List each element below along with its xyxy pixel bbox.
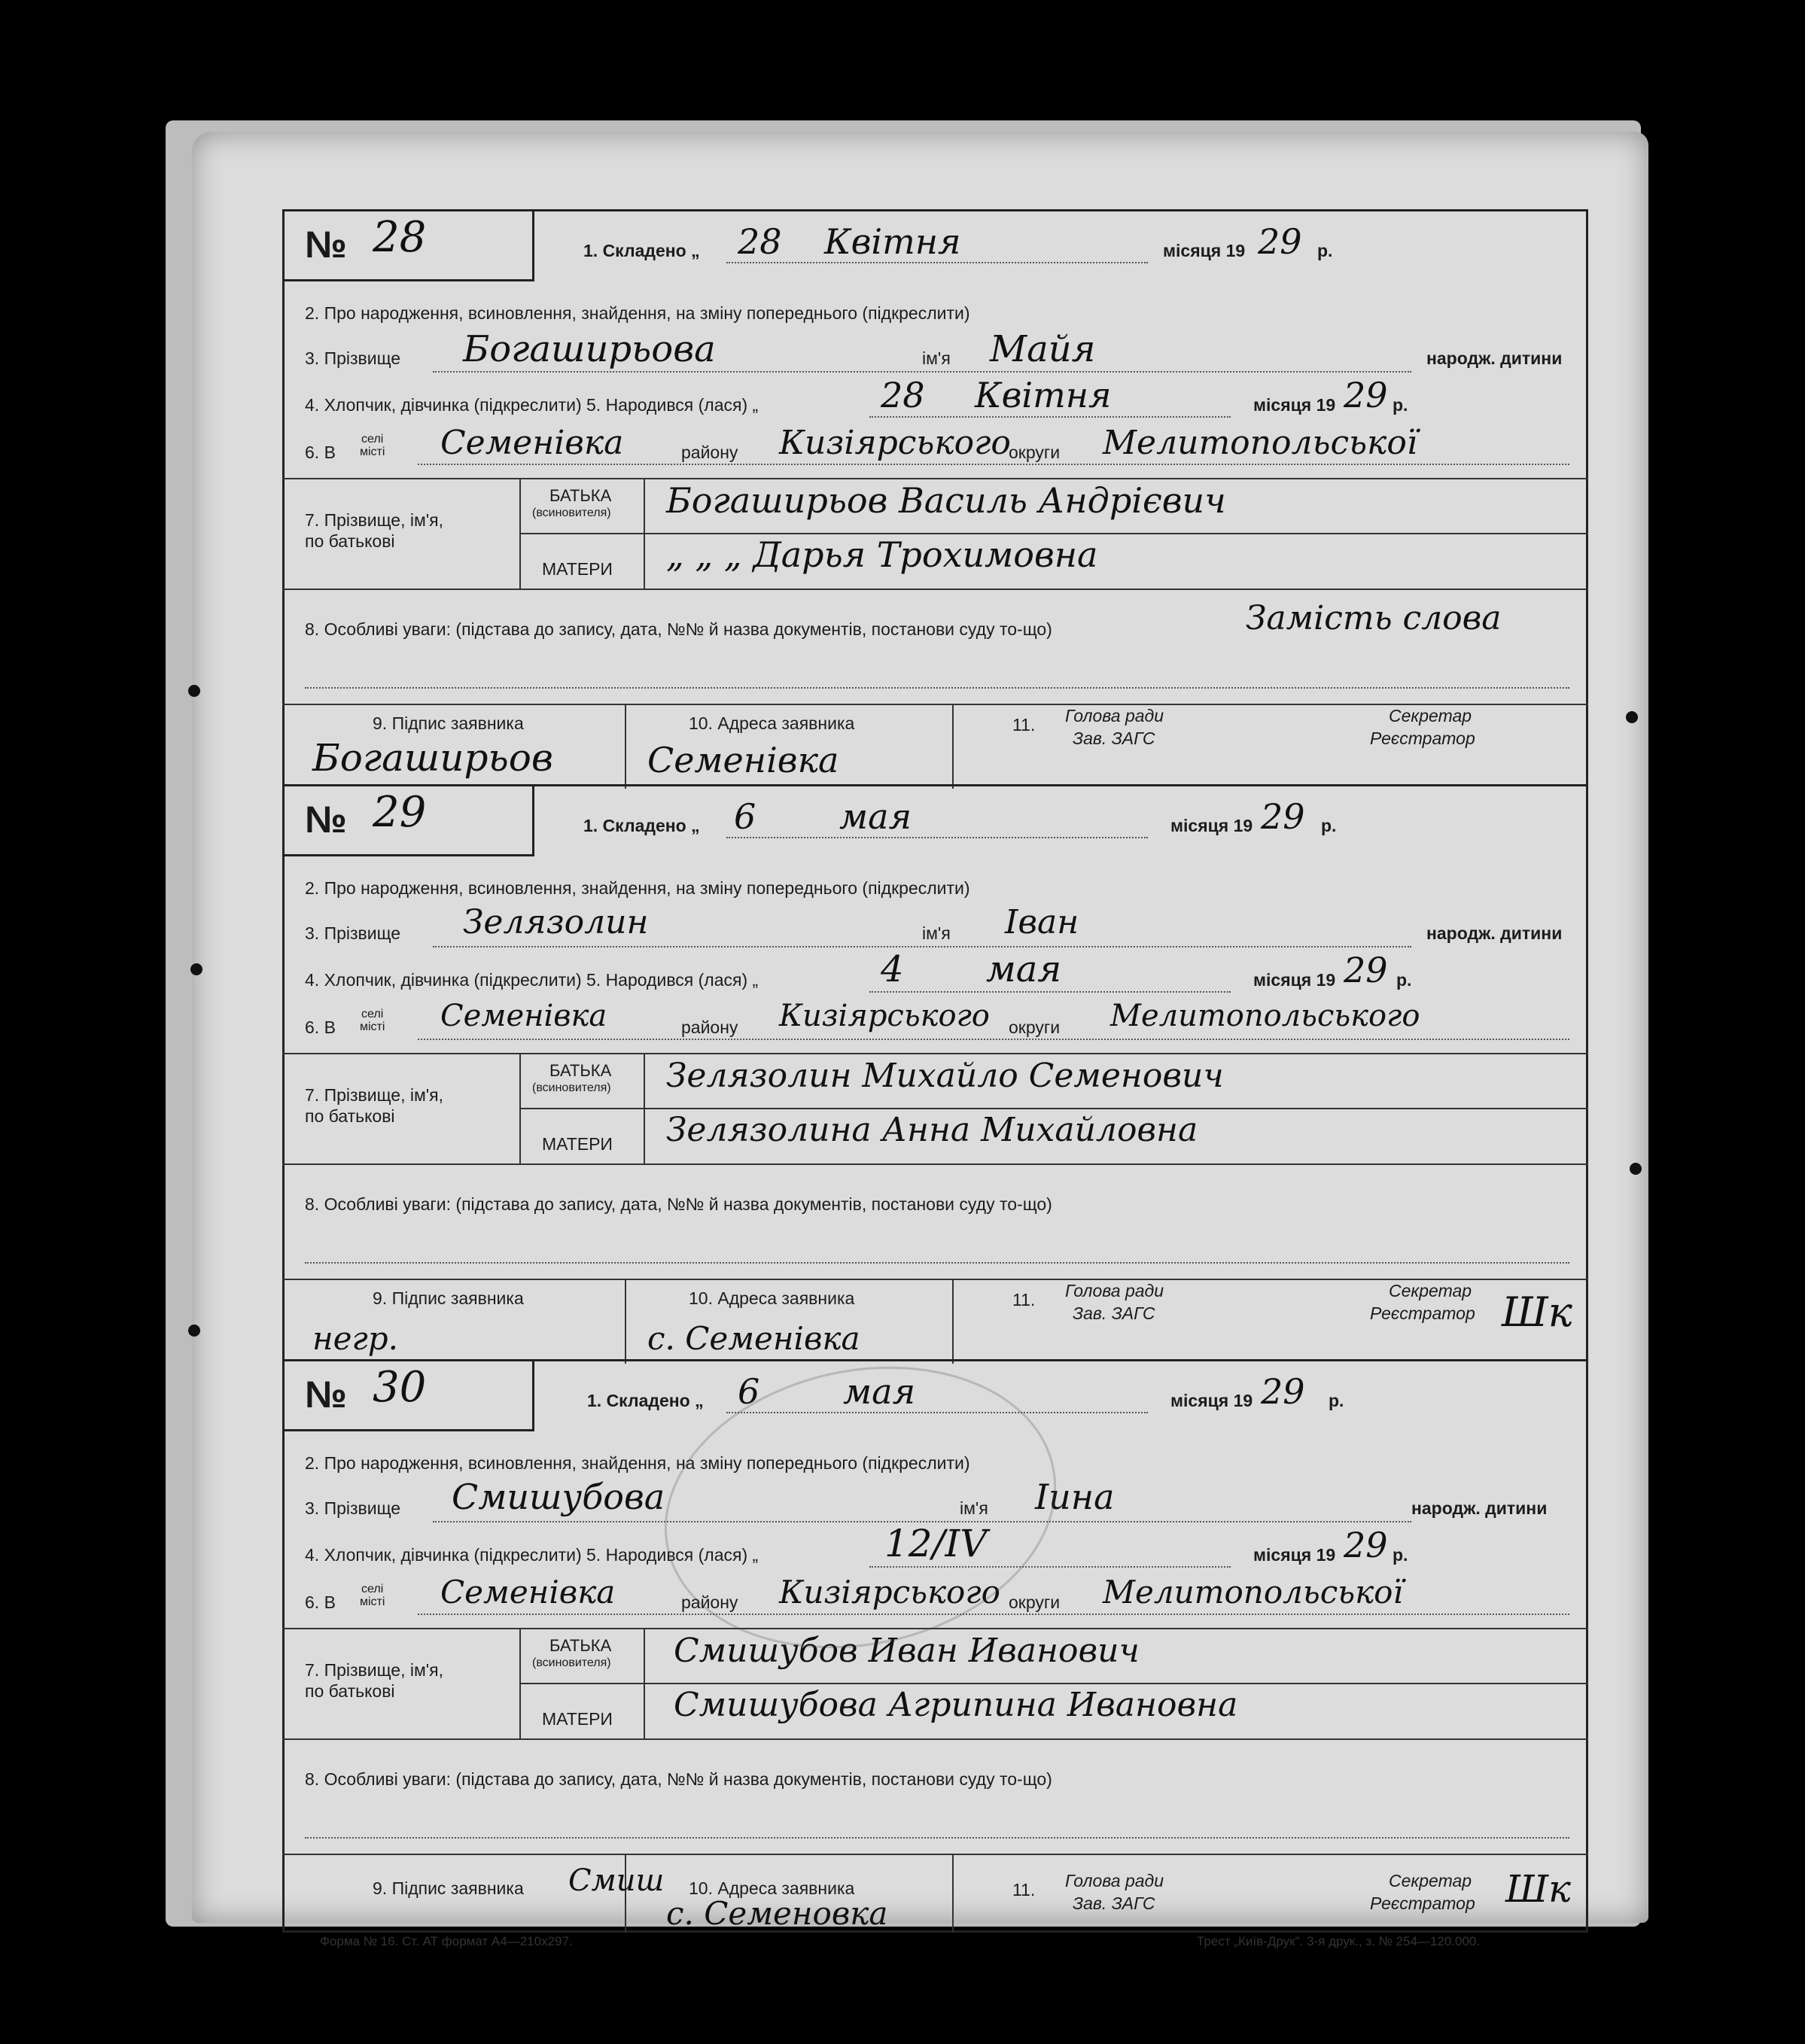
father-name: Богаширьов Василь Андрієвич xyxy=(666,480,1226,521)
register-entry: № 29 1. Складено „ 6 мая місяця 19 29 р. 2. Про народження, всиновлення, знайдення, на зміну попереднього (підкреслити) 3. Прізвище Зелязолин ім'я Іван народж. дитини 4. Хлопчик, дівчинка (підкреслити) 5. Народився (лася) „ 4 мая місяця 19 29 р. 6. В селі місті Семенівка району Кизіярського округи Мелитопольського 7. Прізвище, ім'я, по батькові БАТЬКА (всиновителя) МАТЕРИ Зелязолин Михайло Семенович Зелязолина Анна Михайловна 8. Особливі уваги: (підстава до запису, дата, №№ й назва документів, постанови суду то-що) 9. Підпис заявника 10. Адреса заявника 11. Голова ради Зав. ЗАГС Секретар Реєстратор негр. с. Семенівка Шк xyxy=(282,784,1588,1359)
form-footer-right: Трест „Київ-Друк". 3-я друк., з. № 254—120.000. xyxy=(1197,1934,1481,1948)
born-year: 29 xyxy=(1344,375,1388,415)
form-footer-left: Форма № 16. Ст. АТ формат А4—210х297. xyxy=(320,1934,573,1948)
mother-name: Зелязолина Анна Михайловна xyxy=(666,1111,1198,1149)
district: Кизіярського xyxy=(779,999,990,1033)
child-name: Майя xyxy=(990,328,1096,370)
child-name: Іина xyxy=(1035,1477,1115,1517)
made-day: 6 xyxy=(738,1371,760,1412)
village: Семенівка xyxy=(440,424,624,462)
mother-name: Смишубова Агрипина Ивановна xyxy=(674,1686,1238,1724)
made-year: 29 xyxy=(1261,1371,1305,1412)
binding-hole xyxy=(190,963,202,975)
register-entry: № 28 1. Складено „ 28 Квітня місяця 19 29 р. 2. Про народження, всиновлення, знайдення, на зміну попереднього (підкреслити) 3. Прізвище Богаширьова ім'я Майя народж. дитини 4. Хлопчик, дівчинка (підкреслити) 5. Народився (лася) „ 28 Квітня місяця 19 29 р. 6. В селі місті Семенівка району Кизіярського округи Мелитопольської 7. Прізвище, ім'я, по батькові БАТЬКА (всиновителя) МАТЕРИ Богаширьов Василь Андрієвич „ „ „ Дарья Трохимовна 8. Особливі уваги: (підстава до запису, дата, №№ й назва документів, постанови суду то-що) Замість слова 9. Підпис заявника 10. Адреса заявника 11. Голова ради Зав. ЗАГС Секретар Реєстратор Богаширьов Семенівка xyxy=(282,209,1588,784)
okrug: Мелитопольської xyxy=(1103,424,1417,462)
child-name: Іван xyxy=(1005,903,1079,941)
made-label: 1. Складено „ xyxy=(583,241,700,260)
surname-label: 3. Прізвище xyxy=(305,348,401,368)
sex-birth-label: 4. Хлопчик, дівчинка (підкреслити) 5. Народився (лася) „ xyxy=(305,395,759,415)
official-signature: Шк xyxy=(1502,1288,1572,1336)
applicant-signature: Смиш xyxy=(568,1863,665,1898)
born-year: 29 xyxy=(1344,1525,1388,1565)
okrug: Мелитопольського xyxy=(1110,999,1420,1033)
applicant-signature: негр. xyxy=(312,1320,398,1357)
district: Кизіярського xyxy=(779,424,1011,462)
entry-number: 29 xyxy=(373,788,427,837)
born-day: 28 xyxy=(881,375,925,415)
applicant-address: Семенівка xyxy=(647,740,839,780)
made-day: 6 xyxy=(734,796,756,837)
birth-register-form xyxy=(282,209,1588,1933)
district: Кизіярського xyxy=(779,1574,1000,1611)
binding-hole xyxy=(188,685,200,697)
applicant-address: с. Семенівка xyxy=(647,1320,860,1357)
applicant-signature: Богаширьов xyxy=(312,736,553,780)
made-day: 28 xyxy=(738,221,782,262)
entry-number-box: № 29 xyxy=(282,784,534,856)
binding-hole xyxy=(1630,1163,1642,1175)
born-year: 29 xyxy=(1344,950,1388,990)
made-month: Квітня xyxy=(824,221,961,262)
child-surname: Зелязолин xyxy=(463,903,649,941)
notes: Замість слова xyxy=(1246,599,1502,637)
village: Семенівка xyxy=(440,999,607,1033)
entry-number: 30 xyxy=(373,1363,427,1412)
child-surname: Смишубова xyxy=(452,1477,665,1517)
about-label: 2. Про народження, всиновлення, знайдення, на зміну попереднього (підкреслити) xyxy=(305,303,970,323)
made-month: мая xyxy=(839,796,912,837)
made-month: мая xyxy=(843,1371,916,1412)
applicant-address: с. Семеновка xyxy=(666,1895,888,1932)
child-surname: Богаширьова xyxy=(463,328,716,370)
village: Семенівка xyxy=(440,1574,616,1611)
entry-number: 28 xyxy=(373,213,427,262)
binding-hole xyxy=(188,1325,200,1337)
okrug: Мелитопольської xyxy=(1103,1574,1403,1611)
official-signature: Шк xyxy=(1505,1867,1571,1911)
month-label: місяця 19 xyxy=(1163,241,1246,260)
born-day: 4 xyxy=(881,948,904,990)
born-day: 12/IV xyxy=(884,1522,988,1565)
entry-number-box: № 30 xyxy=(282,1359,534,1431)
entry-number-box: № 28 xyxy=(282,209,534,281)
born-month: Квітня xyxy=(975,375,1112,415)
binding-hole xyxy=(1626,711,1638,723)
born-month: мая xyxy=(986,948,1062,990)
register-entry: № 30 1. Складено „ 6 мая місяця 19 29 р. 2. Про народження, всиновлення, знайдення, на зміну попереднього (підкреслити) 3. Прізвище Смишубова ім'я Іина народж. дитини 4. Хлопчик, дівчинка (підкреслити) 5. Народився (лася) „ 12/IV місяця 19 29 р. 6. В селі місті Семенівка району Кизіярського округи Мелитопольської 7. Прізвище, ім'я, по батькові БАТЬКА (всиновителя) МАТЕРИ Смишубов Иван Иванович Смишубова Агрипина Ивановна 8. Особливі уваги: (підстава до запису, дата, №№ й назва документів, постанови суду то-що) 9. Підпис заявника 10. Адреса заявника 11. Голова ради Зав. ЗАГС Секретар Реєстратор Смиш с. Семеновка Шк xyxy=(282,1359,1588,1934)
notes-label: 8. Особливі уваги: (підстава до запису, дата, №№ й назва документів, постанови суду то-що) xyxy=(305,619,1052,639)
father-name: Зелязолин Михайло Семенович xyxy=(666,1057,1224,1095)
father-name: Смишубов Иван Иванович xyxy=(674,1632,1140,1670)
mother-name: „ „ „ Дарья Трохимовна xyxy=(666,534,1098,575)
made-year: 29 xyxy=(1261,796,1305,837)
made-year: 29 xyxy=(1258,221,1302,262)
